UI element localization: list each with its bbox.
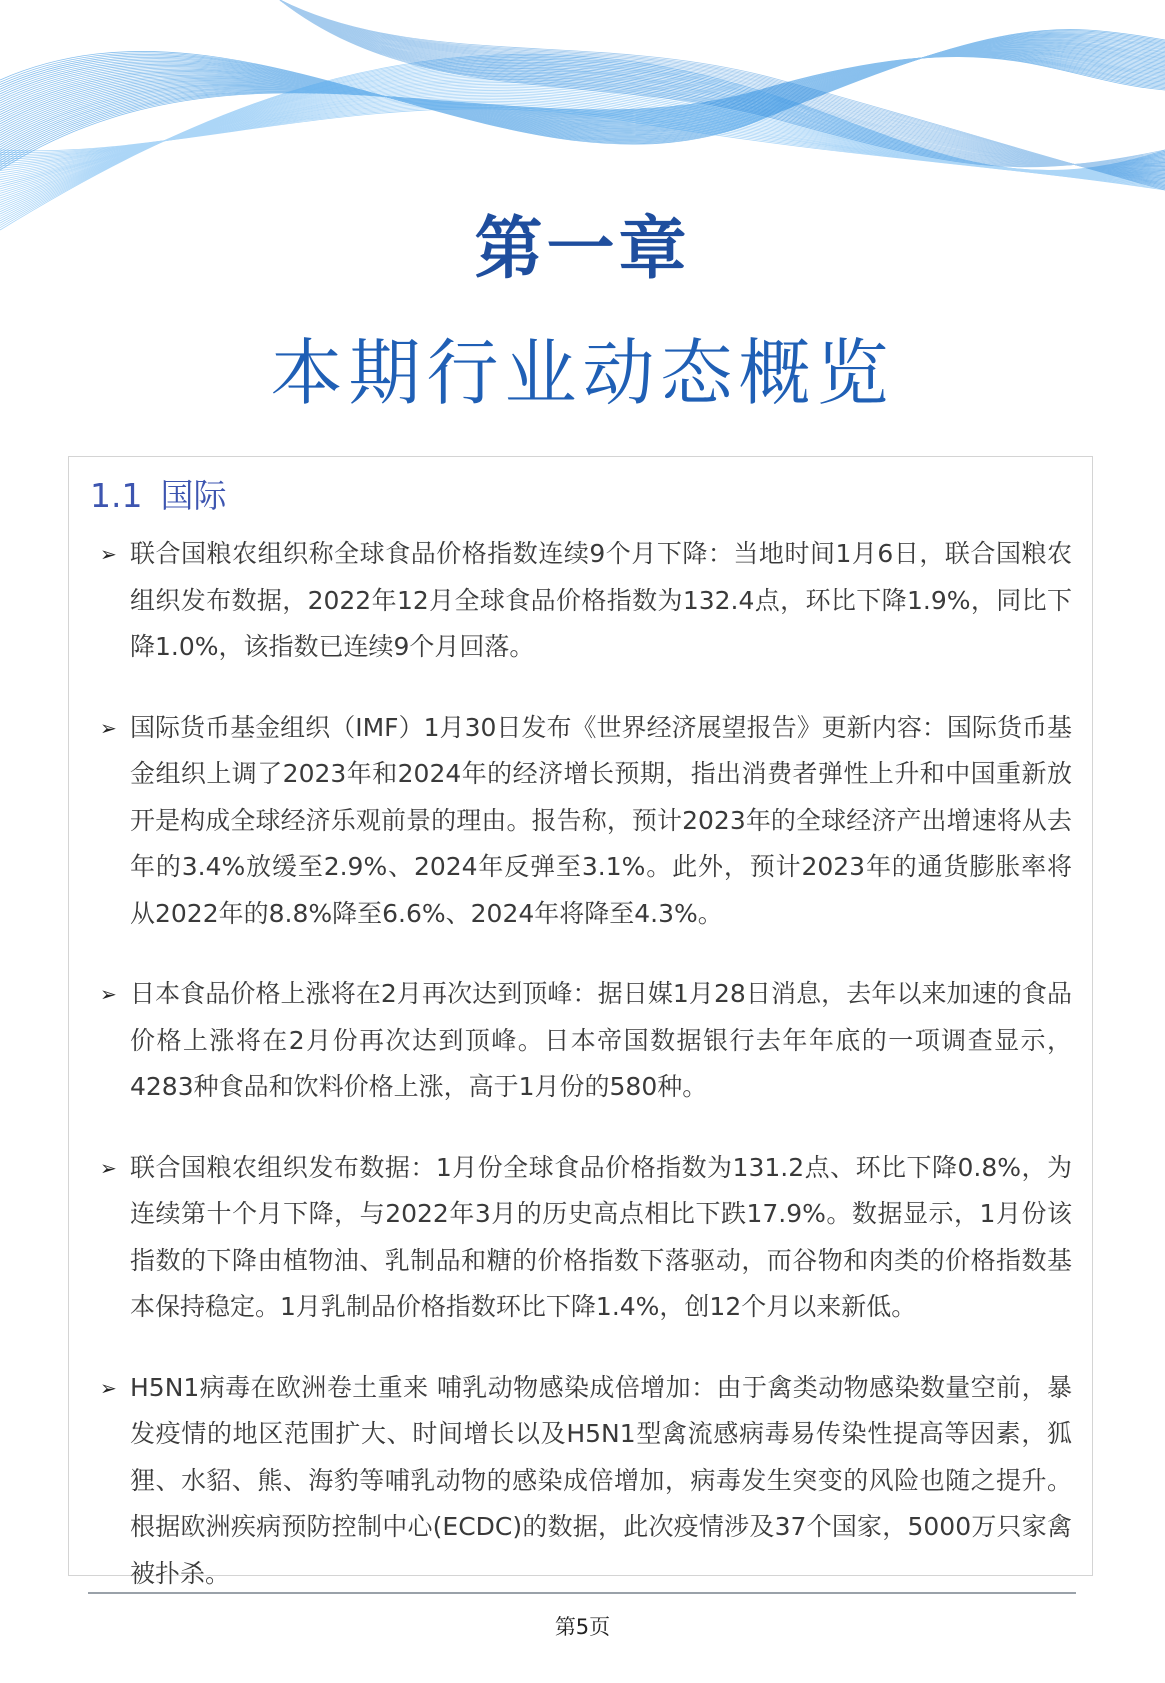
- list-item: [100, 531, 1072, 671]
- item-text: 联合国粮农组织称全球食品价格指数连续9个月下降：当地时间1月6日，联合国粮农组织发布数据，2022年12月全球食品价格指数为132.4点，环比下降1.9%，同比下降1.0%，该指数已连续9个月回落。: [130, 539, 1072, 661]
- chapter-subtitle: 本期行业动态概览: [270, 331, 895, 415]
- news-list: [100, 531, 1072, 1631]
- arrow-bullet-icon: ➢: [100, 542, 117, 566]
- list-item: [100, 1365, 1072, 1598]
- footer-divider: [88, 1592, 1076, 1594]
- arrow-bullet-icon: ➢: [100, 1155, 117, 1180]
- section-title: 国际: [160, 476, 227, 515]
- list-item: [100, 1145, 1072, 1331]
- item-text: 日本食品价格上涨将在2月再次达到顶峰：据日媒1月28日消息，去年以来加速的食品价格上涨将在2月份再次达到顶峰。日本帝国数据银行去年年底的一项调查显示，4283种食品和饮料价格上涨，高于1月份的580种。: [130, 979, 1072, 1101]
- arrow-bullet-icon: ➢: [100, 715, 117, 740]
- item-text: 国际货币基金组织（IMF）1月30日发布《世界经济展望报告》更新内容：国际货币基金组织上调了2023年和2024年的经济增长预期，指出消费者弹性上升和中国重新放开是构成全球经济乐观前景的理由。报告称，预计2023年的全球经济产出增速将从去年的3.4%放缓至2.9%、2024年反弹至3.1%。此外，预计2023年的通货膨胀率将从2022年的8.8%降至6.6%、2024年将降至4.3%。: [130, 712, 1072, 928]
- section-number: 1.1: [90, 476, 143, 515]
- list-item: [100, 705, 1072, 938]
- arrow-bullet-icon: ➢: [100, 1375, 117, 1400]
- section-heading: [90, 474, 226, 518]
- item-text: 联合国粮农组织发布数据：1月份全球食品价格指数为131.2点、环比下降0.8%，为连续第十个月下降，与2022年3月的历史高点相比下跌17.9%。数据显示，1月份该指数的下降由植物油、乳制品和糖的价格指数下落驱动，而谷物和肉类的价格指数基本保持稳定。1月乳制品价格指数环比下降1.4%，创12个月以来新低。: [130, 1152, 1072, 1321]
- list-item: [100, 971, 1072, 1111]
- page-number: 第5页: [554, 1615, 611, 1639]
- chapter-title: 第一章: [474, 210, 691, 289]
- arrow-bullet-icon: ➢: [100, 982, 117, 1006]
- item-text: H5N1病毒在欧洲卷土重来 哺乳动物感染成倍增加：由于禽类动物感染数量空前，暴发疫情的地区范围扩大、时间增长以及H5N1型禽流感病毒易传染性提高等因素，狐狸、水貂、熊、海豹等哺乳动物的感染成倍增加，病毒发生突变的风险也随之提升。根据欧洲疾病预防控制中心(ECDC)的数据，此次疫情涉及37个国家，5000万只家禽被扑杀。: [130, 1372, 1072, 1588]
